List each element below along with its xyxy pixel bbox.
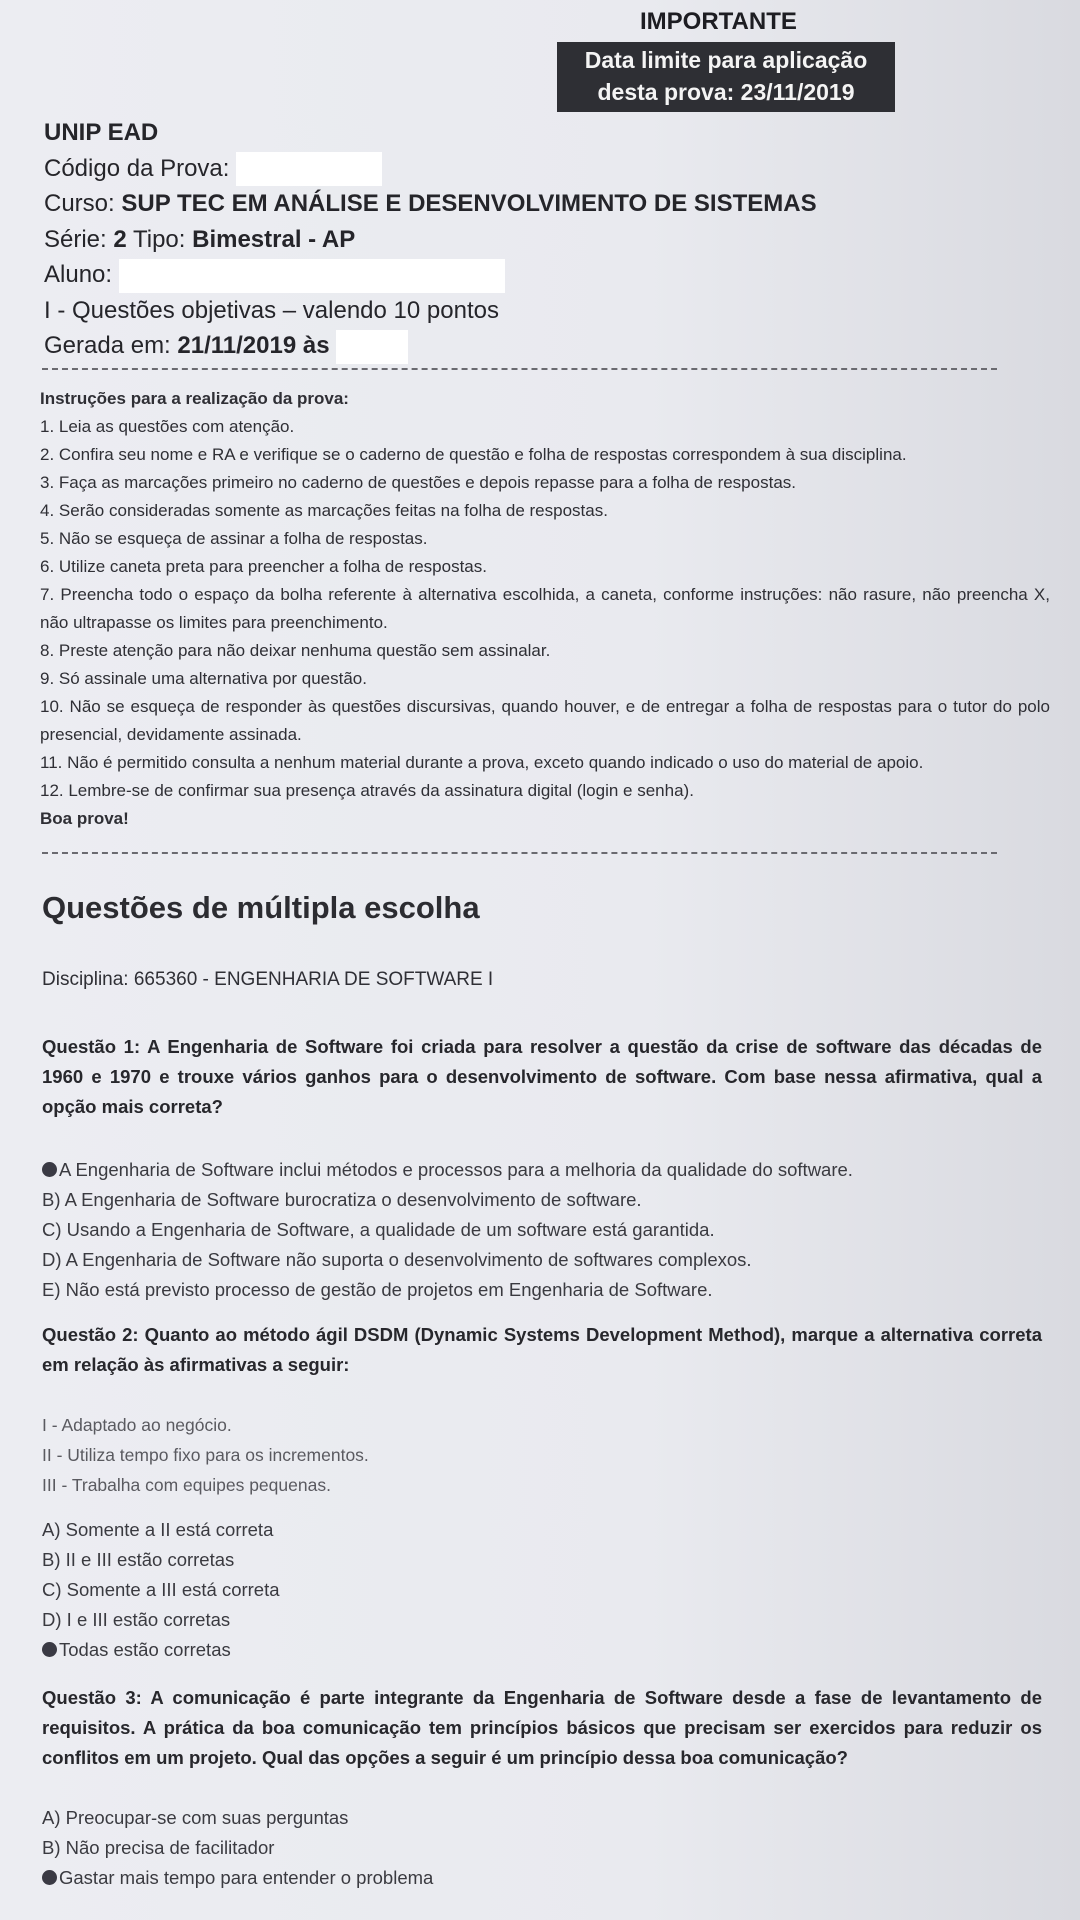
q3-option-a[interactable]: A) Preocupar-se com suas perguntas [42, 1807, 349, 1828]
series-row [44, 222, 817, 258]
generated-label: Gerada em: [44, 332, 171, 360]
question-2-statements [42, 1410, 369, 1500]
instruction-item: 6. Utilize caneta preta para preencher a folha de respostas. [40, 557, 487, 576]
deadline-banner [557, 42, 895, 112]
question-3-text: Questão 3: A comunicação é parte integrante da Engenharia de Software desde a fase de levantamento de requisitos. A prática da boa comunicação tem princípios básicos que precisam ser exercidos para reduzir os conflitos em um projeto. Qual das opções a seguir é um princípio dessa boa comunicação? [42, 1687, 1042, 1768]
redacted-student-name [119, 259, 505, 293]
deadline-line-1: Data limite para aplicação [584, 47, 868, 73]
instruction-item: 2. Confira seu nome e RA e verifique se o caderno de questão e folha de respostas correspondem à sua disciplina. [40, 445, 907, 464]
discipline-line: Disciplina: 665360 - ENGENHARIA DE SOFTWARE I [42, 969, 494, 990]
series-value: 2 [113, 225, 127, 253]
q1-option-e[interactable]: E) Não está previsto processo de gestão de projetos em Engenharia de Software. [42, 1279, 713, 1300]
course-row [44, 186, 817, 222]
instruction-item: 8. Preste atenção para não deixar nenhuma questão sem assinalar. [40, 641, 551, 660]
q3-option-c-text: Gastar mais tempo para entender o problema [59, 1867, 434, 1888]
instruction-item: 3. Faça as marcações primeiro no caderno de questões e depois repasse para a folha de respostas. [40, 473, 796, 492]
q2-option-b[interactable]: B) II e III estão corretas [42, 1549, 235, 1570]
q2-option-e[interactable] [42, 1635, 280, 1665]
q2-statement: I - Adaptado ao negócio. [42, 1415, 232, 1435]
instructions-title: Instruções para a realização da prova: [40, 389, 349, 408]
filled-bubble-icon [42, 1642, 57, 1657]
q1-option-d[interactable]: D) A Engenharia de Software não suporta o desenvolvimento de softwares complexos. [42, 1249, 752, 1270]
question-1-text: Questão 1: A Engenharia de Software foi criada para resolver a questão da crise de software das décadas de 1960 e 1970 e trouxe vários ganhos para o desenvolvimento de software. Com base nessa afirmativa, qual a opção mais correta? [42, 1036, 1042, 1117]
student-row [44, 257, 817, 293]
exam-code-label: Código da Prova: [44, 154, 230, 182]
q3-option-b[interactable]: B) Não precisa de facilitador [42, 1837, 275, 1858]
question-2-options [42, 1515, 280, 1665]
course-label: Curso: [44, 190, 115, 218]
generated-row [44, 328, 817, 364]
q3-option-c[interactable] [42, 1863, 433, 1893]
type-value: Bimestral - AP [192, 225, 356, 253]
q2-statement: II - Utiliza tempo fixo para os incrementos. [42, 1445, 369, 1465]
section-title: Questões de múltipla escolha [42, 890, 480, 925]
q2-option-e-text: Todas estão corretas [59, 1639, 231, 1660]
q1-option-a-text: A Engenharia de Software inclui métodos e processos para a melhoria da qualidade do software. [59, 1159, 853, 1180]
redacted-exam-code [236, 152, 382, 186]
course-value: SUP TEC EM ANÁLISE E DESENVOLVIMENTO DE SISTEMAS [121, 190, 817, 218]
q1-option-a[interactable] [42, 1155, 853, 1185]
instruction-item: 5. Não se esqueça de assinar a folha de respostas. [40, 529, 428, 548]
q1-option-c[interactable]: C) Usando a Engenharia de Software, a qualidade de um software está garantida. [42, 1219, 715, 1240]
instructions-block [40, 385, 1050, 833]
generated-value: 21/11/2019 às [177, 332, 330, 360]
q2-option-d[interactable]: D) I e III estão corretas [42, 1609, 231, 1630]
divider-top [42, 368, 997, 370]
institution: UNIP EAD [44, 119, 159, 146]
deadline-line-2: desta prova: 23/11/2019 [597, 79, 855, 105]
instruction-item: 12. Lembre-se de confirmar sua presença através da assinatura digital (login e senha). [40, 781, 694, 800]
q2-statement: III - Trabalha com equipes pequenas. [42, 1475, 331, 1495]
important-heading: IMPORTANTE [640, 8, 797, 35]
student-label: Aluno: [44, 261, 113, 289]
exam-code-row [44, 151, 817, 187]
divider-bottom [42, 852, 997, 854]
q1-option-b[interactable]: B) A Engenharia de Software burocratiza o desenvolvimento de software. [42, 1189, 642, 1210]
exam-header [44, 115, 817, 364]
series-label: Série: [44, 225, 107, 253]
question-3-options [42, 1803, 433, 1893]
instruction-item: 4. Serão consideradas somente as marcações feitas na folha de respostas. [40, 501, 608, 520]
redacted-generated-time [336, 330, 408, 364]
q2-option-c[interactable]: C) Somente a III está correta [42, 1579, 280, 1600]
question-1-options [42, 1155, 853, 1305]
instruction-item: 1. Leia as questões com atenção. [40, 417, 295, 436]
question-2-text: Questão 2: Quanto ao método ágil DSDM (Dynamic Systems Development Method), marque a alternativa correta em relação às afirmativas a seguir: [42, 1324, 1042, 1375]
filled-bubble-icon [42, 1162, 57, 1177]
type-label: Tipo: [132, 225, 186, 253]
instruction-item: 11. Não é permitido consulta a nenhum material durante a prova, exceto quando indicado o uso do material de apoio. [40, 753, 924, 772]
filled-bubble-icon [42, 1870, 57, 1885]
instruction-item: 10. Não se esqueça de responder às questões discursivas, quando houver, e de entregar a folha de respostas para o tutor do polo presencial, devidamente assinada. [40, 697, 1050, 744]
instruction-item: 9. Só assinale uma alternativa por questão. [40, 669, 367, 688]
q2-option-a[interactable]: A) Somente a II está correta [42, 1519, 274, 1540]
section-description: I - Questões objetivas – valendo 10 pontos [44, 296, 499, 324]
instruction-item: 7. Preencha todo o espaço da bolha referente à alternativa escolhida, a caneta, conforme instruções: não rasure, não preencha X, não ultrapasse os limites para preenchimento. [40, 585, 1050, 632]
closing-text: Boa prova! [40, 809, 129, 828]
